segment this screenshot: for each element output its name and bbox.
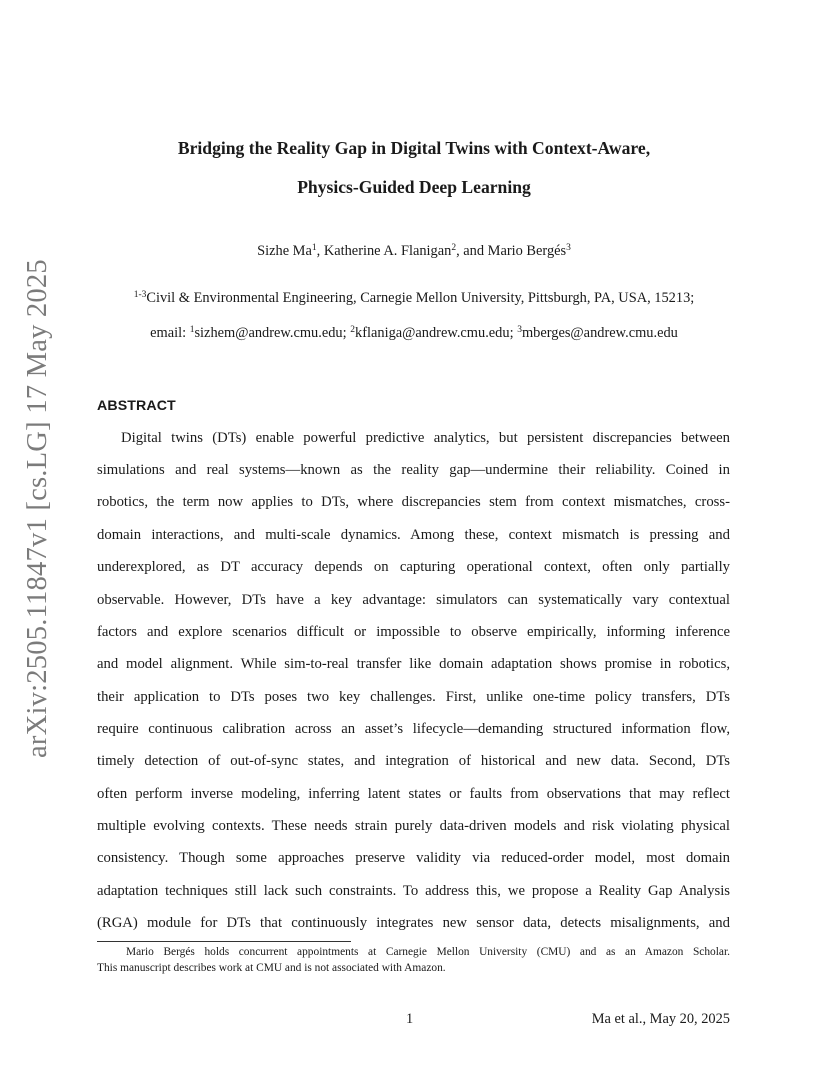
email-separator: ; [342, 325, 351, 341]
abstract-line: domain interactions, and multi-scale dynamics. Among these, context mismatch is pressing and [97, 527, 730, 543]
abstract-line: multiple evolving contexts. These needs strain purely data-driven models and risk violating physical [97, 818, 730, 834]
footnote-line-2: This manuscript describes work at CMU and is not associated with Amazon. [97, 962, 446, 974]
paper-title-line-1: Bridging the Reality Gap in Digital Twins with Context-Aware, [177, 138, 651, 158]
abstract-line: observable. However, DTs have a key advantage: simulators can systematically vary contextual [97, 592, 730, 608]
footnote-rule [97, 941, 351, 942]
author-affiliation-mark: 3 [566, 243, 571, 253]
page-number: 1 [406, 1011, 414, 1027]
abstract-line: consistency. Though some approaches preserve validity via reduced-order model, most domain [97, 850, 730, 866]
abstract-line: (RGA) module for DTs that continuously integrates new sensor data, detects misalignments, and [97, 915, 730, 931]
author-name: Sizhe Ma [257, 243, 312, 259]
email-separator: ; [509, 325, 518, 341]
abstract-line: often perform inverse modeling, inferring latent states or faults from observations that may reflect [97, 786, 730, 802]
email-address[interactable]: sizhem@andrew.cmu.edu [194, 325, 343, 341]
abstract-line: factors and explore scenarios difficult or impossible to observe empirically, informing inference [97, 624, 730, 640]
abstract-line: timely detection of out-of-sync states, and integration of historical and new data. Second, DTs [97, 753, 730, 769]
author-affiliation-mark: 1 [311, 243, 317, 253]
author-list [0, 243, 828, 260]
email-mark: 3 [517, 325, 522, 335]
email-line [0, 325, 828, 342]
abstract-heading: ABSTRACT [97, 398, 176, 414]
abstract-line: simulations and real systems—known as the reality gap—undermine their reliability. Coined in [97, 462, 730, 478]
email-address[interactable]: mberges@andrew.cmu.edu [521, 325, 678, 341]
abstract-line: adaptation techniques still lack such constraints. To address this, we propose a Reality Gap Analysis [97, 883, 730, 899]
abstract-line: their application to DTs poses two key challenges. First, unlike one-time policy transfers, DTs [97, 689, 730, 705]
email-mark: 1 [189, 325, 195, 335]
abstract-line: Digital twins (DTs) enable powerful predictive analytics, but persistent discrepancies between [121, 430, 730, 446]
abstract-line: underexplored, as DT accuracy depends on capturing operational context, often only partially [97, 559, 730, 575]
abstract-line: and model alignment. While sim-to-real transfer like domain adaptation shows promise in robotics, [97, 656, 730, 672]
running-footer: Ma et al., May 20, 2025 [591, 1011, 730, 1027]
abstract-line: require continuous calibration across an asset’s lifecycle—demanding structured information flow, [97, 721, 730, 737]
arxiv-identifier: arXiv:2505.11847v1 [cs.LG] 17 May 2025 [22, 259, 53, 758]
author-affiliation-mark: 2 [451, 243, 457, 253]
paper-title-line-2: Physics-Guided Deep Learning [297, 177, 531, 197]
email-prefix: email: [150, 325, 190, 341]
author-name: Mario Bergés [487, 243, 567, 259]
author-name: Katherine A. Flanigan [323, 243, 452, 259]
affiliation-mark: 1-3 [133, 290, 147, 300]
abstract-line: robotics, the term now applies to DTs, where discrepancies stem from context mismatches, cross- [97, 494, 730, 510]
arxiv-stamp [18, 259, 58, 758]
email-mark: 2 [350, 325, 355, 335]
author-separator: , [316, 243, 324, 259]
author-separator: , and [456, 243, 488, 259]
affiliation [0, 290, 828, 307]
footnote-line-1: Mario Bergés holds concurrent appointments at Carnegie Mellon University (CMU) and as an Amazon Scholar. [126, 946, 730, 958]
affiliation-text: Civil & Environmental Engineering, Carnegie Mellon University, Pittsburgh, PA, USA, 15213; [146, 290, 695, 306]
email-address[interactable]: kflaniga@andrew.cmu.edu [355, 325, 510, 341]
